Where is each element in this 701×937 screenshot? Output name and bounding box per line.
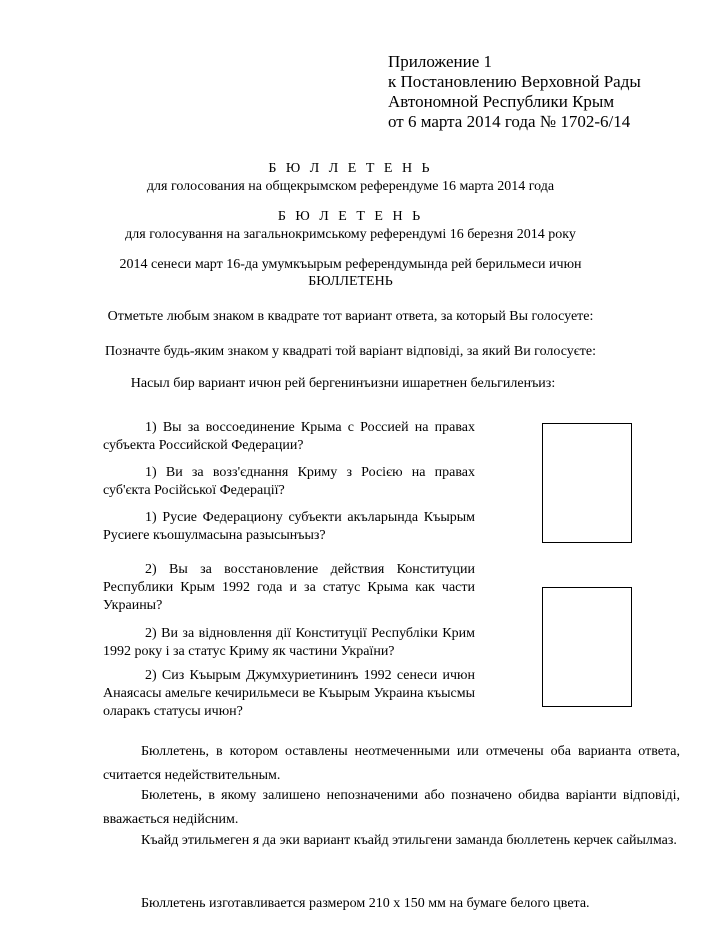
note-ru	[103, 740, 680, 788]
question-2-crh-text: 2) Сиз Къырым Джумхуриетининъ 1992 сенеси ичюн Анаясасы амельге кечирильмеси ве Къырым Украина къысмы оларакъ статусы ичюн?	[103, 668, 475, 719]
uk-ballot-subtitle: для голосування на загальнокримському референдумі 16 березня 2014 року	[125, 227, 576, 242]
note-crh-text: Къайд этильмеген я да эки вариант къайд этильгени заманда бюллетень керчек сайылмаз.	[141, 833, 677, 848]
appendix-line-1: Приложение 1	[388, 52, 492, 71]
question-2-crh	[103, 667, 475, 721]
instruction-ru: Отметьте любым знаком в квадрате тот вариант ответа, за который Вы голосуете:	[107, 309, 594, 324]
question-2-ru-text: 2) Вы за восстановление действия Конституции Республики Крым 1992 года и за статус Крыма как части Украины?	[103, 562, 475, 613]
question-1-crh	[103, 509, 475, 545]
question-1-ru	[103, 419, 475, 455]
question-1-uk-text: 1) Ви за возз'єднання Криму з Росією на правах суб'єкта Російської Федерації?	[103, 465, 475, 498]
crh-ballot-title: БЮЛЛЕТЕНЬ	[308, 274, 393, 289]
question-1-crh-text: 1) Русие Федерациону субъекти акъларында Къырым Русиеге къошулмасына разысынъыз?	[103, 510, 475, 543]
question-2-uk	[103, 625, 475, 661]
appendix-line-2: к Постановлению Верховной Рады	[388, 72, 641, 91]
ru-ballot-title: Б Ю Л Л Е Т Е Н Ь	[268, 161, 433, 176]
crh-ballot-subtitle: 2014 сенеси март 16-да умумкъырым референдумында рей берильмеси ичюн	[119, 257, 582, 272]
question-1-ru-text: 1) Вы за воссоединение Крыма с Россией на правах субъекта Российской Федерации?	[103, 420, 475, 453]
instruction-crh: Насыл бир вариант ичюн рей бергенинъизни ишаретнен бельгиленъиз:	[130, 376, 556, 391]
appendix-line-4: от 6 марта 2014 года № 1702-6/14	[388, 112, 631, 131]
note-uk-text: Бюлетень, в якому залишено непозначеними або позначено обидва варіанти відповіді, вважається недійсним.	[103, 788, 680, 827]
ru-ballot-subtitle: для голосования на общекрымском референдуме 16 марта 2014 года	[146, 179, 555, 194]
vote-box-option-1[interactable]	[542, 423, 632, 543]
question-2-uk-text: 2) Ви за відновлення дії Конституції Республіки Крим 1992 року і за статус Криму як частини України?	[103, 626, 475, 659]
instruction-uk: Позначте будь-яким знаком у квадраті той варіант відповіді, за який Ви голосуєте:	[105, 344, 596, 359]
question-2-ru	[103, 561, 475, 615]
ballot-size-note: Бюллетень изготавливается размером 210 х 150 мм на бумаге белого цвета.	[141, 896, 590, 911]
note-ru-text: Бюллетень, в котором оставлены неотмеченными или отмечены оба варианта ответа, считается недействительным.	[103, 744, 680, 783]
appendix-line-3: Автономной Республики Крым	[388, 92, 615, 111]
note-uk	[103, 784, 680, 832]
appendix-block	[388, 52, 641, 132]
uk-ballot-title: Б Ю Л Е Т Е Н Ь	[277, 209, 424, 224]
vote-box-option-2[interactable]	[542, 587, 632, 707]
note-crh	[103, 829, 680, 853]
question-1-uk	[103, 464, 475, 500]
